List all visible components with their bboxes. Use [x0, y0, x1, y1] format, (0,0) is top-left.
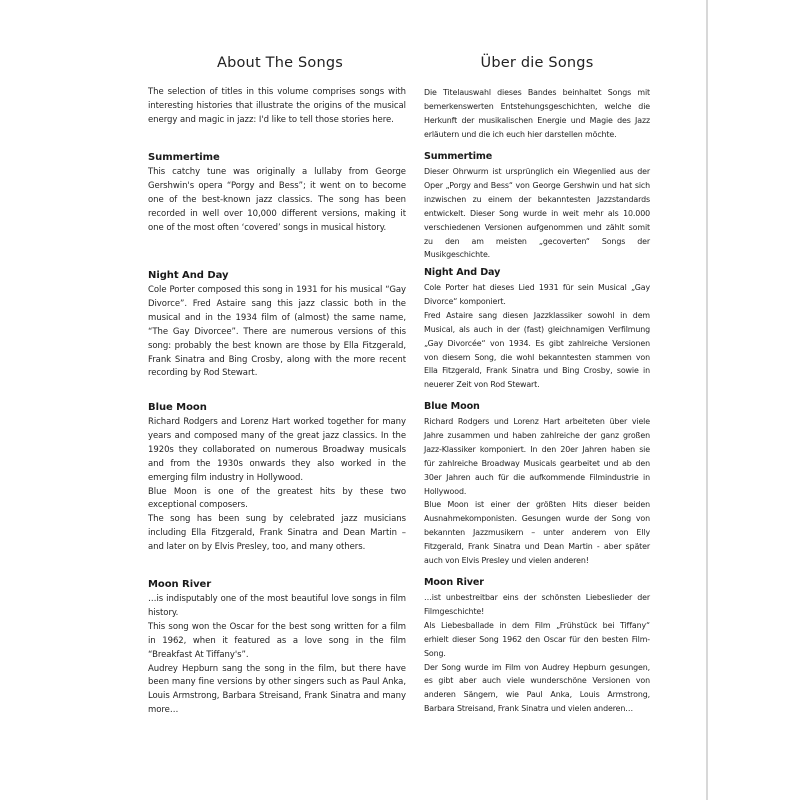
- german-intro: [424, 86, 650, 142]
- section-paragraph: Audrey Hepburn sang the song in the film, but there have been many fine versions by other singers such as Paul Anka, Louis Armstrong, Barbara Streisand, Frank Sinatra and many more…: [148, 663, 406, 716]
- german-section-moon-river: [424, 576, 650, 716]
- english-title: About The Songs: [216, 55, 344, 71]
- section-paragraph: Cole Porter hat dieses Lied 1931 für sein Musical „Gay Divorce“ komponiert.: [424, 283, 650, 306]
- german-section-blue-moon: [424, 400, 650, 568]
- english-section-blue-moon: [148, 401, 406, 555]
- section-paragraph: Fred Astaire sang diesen Jazzklassiker sowohl in dem Musical, als auch in der (fast) gleichnamigen Verfilmung „Gay Divorcée“ von 1934. Es gibt zahlreiche Versionen von diesem Song, die wohl bekanntesten stammen von Ella Fitzgerald, Frank Sinatra und Bing Crosby, sowie in neuerer Zeit von Rod Stewart.: [424, 310, 650, 390]
- section-paragraph: …ist unbestreitbar eins der schönsten Liebeslieder der Filmgeschichte!: [424, 593, 650, 616]
- section-paragraph: Blue Moon is one of the greatest hits by these two exceptional composers.: [148, 486, 406, 511]
- section-paragraph: Der Song wurde im Film von Audrey Hepburn gesungen, es gibt aber auch viele wunderschöne Versionen von anderen Sängern, wie Paul Anka, Louis Armstrong, Barbara Streisand, Frank Sinatra und vielen anderen…: [424, 662, 650, 714]
- section-heading: Moon River: [148, 579, 212, 590]
- english-section-moon-river: [148, 578, 406, 718]
- section-paragraph: Als Liebesballade in dem Film „Frühstück bei Tiffany“ erhielt dieser Song 1962 den Oscar für den besten Film-Song.: [424, 620, 650, 658]
- section-paragraph: This song won the Oscar for the best song written for a film in 1962, when it featured as a love song in the film “Breakfast At Tiffany's”.: [148, 621, 406, 660]
- english-section-night-and-day: [148, 269, 406, 381]
- german-title: Über die Songs: [480, 55, 594, 71]
- section-heading: Night And Day: [148, 270, 229, 281]
- section-paragraph: Cole Porter composed this song in 1931 for his musical “Gay Divorce”. Fred Astaire sang this jazz classic both in the musical and in the 1934 film of (almost) the same name, “The Gay Divorcee”. There are numerous versions of this song: probably the best known are those by Ella Fitzgerald, Frank Sinatra and Bing Crosby, along with the more recent recording by Rod Stewart.: [148, 285, 406, 379]
- section-paragraph: Richard Rodgers and Lorenz Hart worked together for many years and composed many of the great jazz classics. In the 1920s they collaborated on numerous Broadway musicals and from the 1930s onwards they also worked in the emerging film industry in Hollywood.: [148, 417, 406, 483]
- section-paragraph: Richard Rodgers und Lorenz Hart arbeiteten über viele Jahre zusammen und haben zahlreiche der ganz großen Jazz-Klassiker komponiert. In den 20er Jahren haben sie für zahlreiche Broadway Musicals gearbeitet und ab den 30er Jahren auch für die aufkommende Filmindustrie in Hollywood.: [424, 417, 650, 496]
- section-heading: Summertime: [148, 152, 220, 163]
- section-heading: Moon River: [424, 577, 484, 588]
- english-intro-text: The selection of titles in this volume comprises songs with interesting histories that illustrate the origins of the musical energy and magic in jazz: I'd like to tell those stories here.: [148, 87, 406, 125]
- german-section-summertime: [424, 150, 650, 262]
- section-paragraph: …is indisputably one of the most beautiful love songs in film history.: [148, 594, 406, 618]
- section-heading: Blue Moon: [424, 401, 480, 412]
- german-section-night-and-day: [424, 266, 650, 392]
- section-heading: Summertime: [424, 151, 493, 162]
- section-heading: Blue Moon: [148, 402, 207, 413]
- section-paragraph: The song has been sung by celebrated jazz musicians including Ella Fitzgerald, Frank Sinatra and Dean Martin – and later on by Elvis Presley, too, and many others.: [148, 514, 406, 553]
- section-paragraph: Blue Moon ist einer der größten Hits dieser beiden Ausnahmekomponisten. Gesungen wurde der Song von bekannten Jazzmusikern – unter anderem von Elly Fitzgerald, Frank Sinatra und Dean Martin - aber später auch von Elvis Presley und vielen anderen!: [424, 500, 650, 566]
- english-section-summertime: [148, 151, 406, 236]
- section-heading: Night And Day: [424, 267, 501, 278]
- section-paragraph: This catchy tune was originally a lullaby from George Gershwin's opera “Porgy and Bess”; it went on to become one of the best-known jazz classics. The song has been recorded in well over 10,000 different versions, making it one of the most often ‘covered’ songs in musical history.: [148, 167, 406, 233]
- german-intro-text: Die Titelauswahl dieses Bandes beinhaltet Songs mit bemerkenswerten Entstehungsgeschichten, welche die Herkunft der musikalischen Energie und Magie des Jazz erläutern und die ich euch hier darstellen möchte.: [424, 88, 650, 139]
- page-edge-line: [706, 0, 708, 800]
- english-intro: [148, 86, 406, 128]
- section-paragraph: Dieser Ohrwurm ist ursprünglich ein Wiegenlied aus der Oper „Porgy and Bess“ von George Gershwin und hat sich inzwischen zu einem der bekanntesten Jazzstandards entwickelt. Dieser Song wurde in weit mehr als 10.000 verschiedenen Versionen aufgenommen und zählt somit zu den am meisten „gecoverten“ Songs der Musikgeschichte.: [424, 167, 650, 260]
